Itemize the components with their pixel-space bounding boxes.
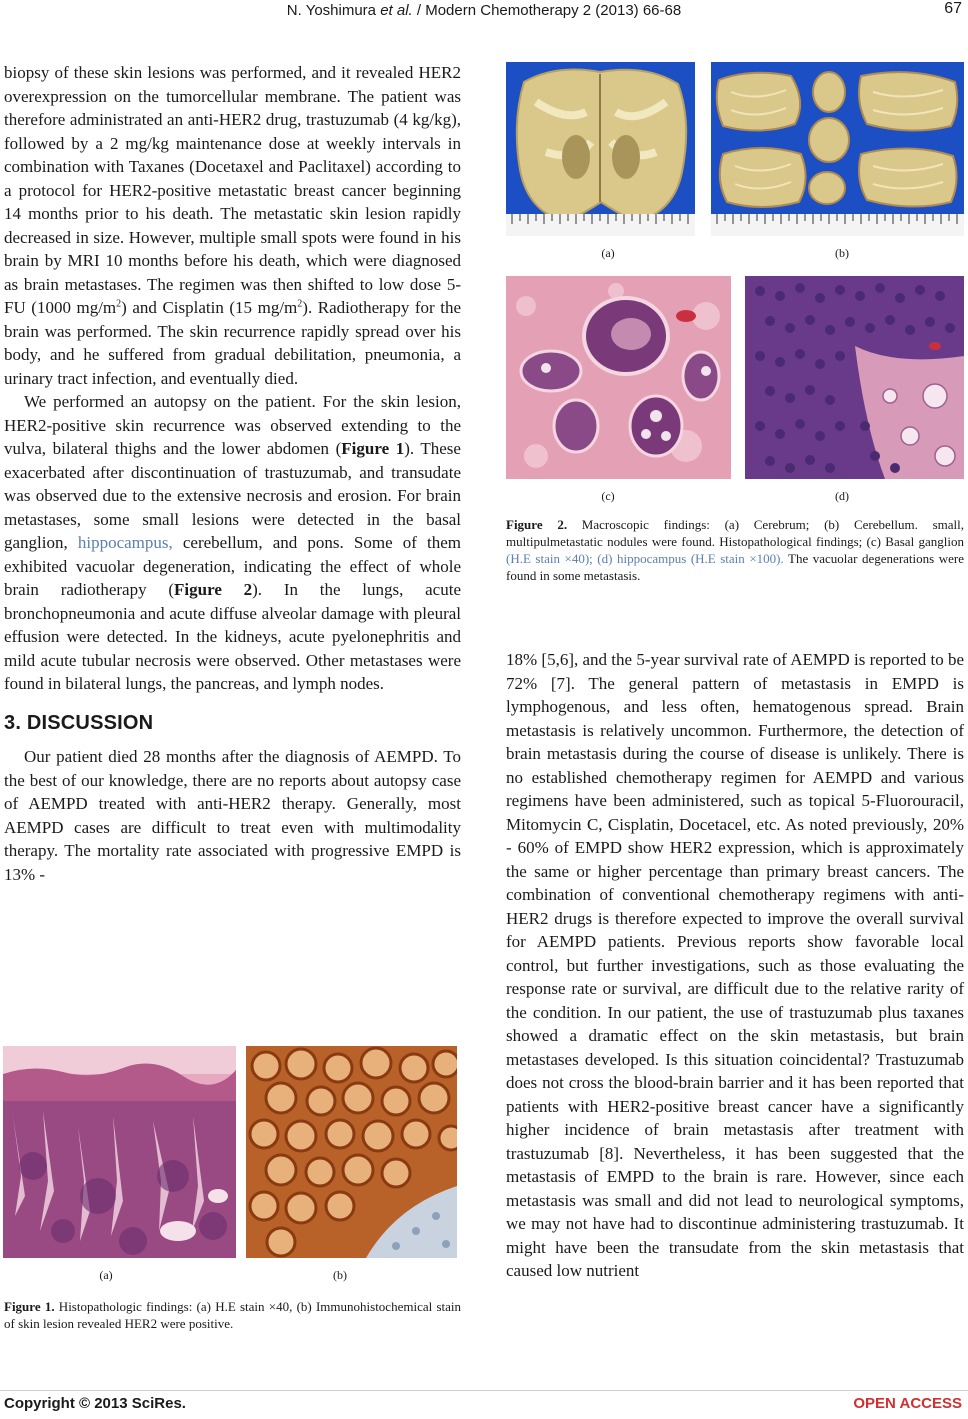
paragraph-discussion: Our patient died 28 months after the diagnosis of AEMPD. To the best of our knowledge, there are no reports about autopsy case of AEMPD treated with anti-HER2 therapy. Generally, most AEMPD cases are difficult to treat even with multimodality therapy. The mortality rate associated with progressive EMPD is 13% -: [4, 747, 461, 884]
paragraph-biopsy: [4, 61, 461, 390]
figure-2a-cerebrum-image: [506, 62, 695, 236]
text-run: ) and Cisplatin (15 mg/m: [121, 298, 298, 317]
text-run: cerebellum, and pons. Some of them exhibited vacuolar degeneration, indicating the effect of whole brain radiotherapy (: [4, 533, 461, 599]
open-access-badge: OPEN ACCESS: [853, 1395, 962, 1412]
text-run: ). In the lungs, acute bronchopneumonia and acute diffuse alveolar damage with pleural effusion were detected. In the kidneys, acute pyelonephritis and mild acute tubular necrosis were observed. Other metastases were found in bilateral lungs, the pancreas, and lymph nodes.: [4, 580, 461, 693]
caption-title: Figure 2.: [506, 517, 568, 532]
figure-2-reference[interactable]: Figure 2: [174, 580, 253, 599]
figure-1b-ihc-stain-image: [246, 1046, 457, 1258]
superscript: 2: [297, 298, 303, 310]
text-run: ). Radiotherapy for the brain was performed. The skin recurrence rapidly spread over his body, and he suffered from gradual debilitation, pneumonia, a urinary tract infection, and eventually died.: [4, 298, 462, 388]
paragraph-discussion-continued: 18% [5,6], and the 5-year survival rate of AEMPD is reported to be 72% [7]. The general pattern of metastasis in EMPD is lymphogenous, and less often, hematogenous spread. Brain metastasis is relatively uncommon. Furthermore, the detection of brain metastasis during the course of disease is unlikely. There is no established chemotherapy regimen for AEMPD and various regimens have been administered, such as topical 5-Fluorouracil, Mitomycin C, Cisplatin, Docetacel, etc. As noted previously, 20% - 60% of EMPD show HER2 expression, which is approximately the same or higher percentage than primary breast cancers. The combination of conventional chemotherapy regimens with anti-HER2 drugs is therefore expected to improve the overall survival for AEMPD patients. Previous reports show favorable local control, but further investigations, such as those evaluating the response rate or survival, are difficult due to the relative rarity of the condition. In our patient, the use of trastuzumab plus taxanes showed a dramatic effect on the skin metastasis, but brain metastases developed. Is this situation coincidental? Trastuzumab does not cross the blood-brain barrier and it has been reported that patients with HER2-positive breast cancer have a significantly higher incidence of brain metastasis after treatment with trastuzumab [8]. Nevertheless, it has been suggested that the metastasis of EMPD to the brain is rare. However, since each metastasis was small and did not lead to neurological symptoms, we may not have had to discontinue administering trastuzumab. It might have been the transudate from the skin metastasis that caused low nutrient: [506, 650, 964, 1280]
caption-title: Figure 1.: [4, 1299, 55, 1314]
left-column: [4, 61, 461, 886]
header-journal: / Modern Chemotherapy 2 (2013) 66-68: [412, 2, 682, 19]
footer-divider: [0, 1390, 968, 1391]
figure-1a-he-stain-image: [3, 1046, 236, 1258]
figure-2a-label: (a): [601, 246, 615, 260]
superscript: 2: [116, 298, 122, 310]
caption-text-highlighted: (H.E stain ×40); (d) hippocampus (H.E stain ×100).: [506, 551, 784, 566]
running-title: [0, 2, 968, 19]
caption-text: The vacuolar degenerations were found in some metastasis.: [506, 551, 964, 583]
text-run-hippocampus: hippocampus,: [77, 533, 173, 552]
text-run: biopsy of these skin lesions was performed, and it revealed HER2 overexpression on the tumorcellular membrane. The patient was therefore administrated an anti-HER2 drug, trastuzumab (4 kg/kg), followed by a 2 mg/kg maintenance dose at weekly intervals in combination with Taxanes (Docetaxel and Paclitaxel) according to a protocol for HER2-positive metastatic breast cancer beginning 14 months prior to his death. The metastatic skin lesion rapidly decreased in size. However, multiple small spots were found in his brain by MRI 10 months before his death, which were diagnosed as brain metastases. The regimen was then shifted to low dose 5-FU (1000 mg/m: [4, 63, 461, 317]
section-heading-discussion: 3. DISCUSSION: [4, 711, 154, 734]
text-run: ). These exacerbated after discontinuation of trastuzumab, and transudate was observed due to the extensive necrosis and erosion. For brain metastases, some small lesions were detected in the basal ganglion,: [4, 439, 461, 552]
figure-1b-label: (b): [333, 1268, 347, 1282]
header-etal: et al.: [380, 2, 413, 19]
figure-2b-cerebellum-image: [711, 62, 964, 236]
text-run: We performed an autopsy on the patient. For the skin lesion, HER2-positive skin recurrence was observed extending to the vulva, bilateral thighs and the lower abdomen (: [4, 392, 461, 458]
header-authors: N. Yoshimura: [286, 2, 377, 19]
page-number: 67: [944, 0, 962, 17]
figure-2-caption: [506, 516, 964, 584]
paragraph-autopsy: [4, 390, 461, 696]
copyright-notice: Copyright © 2013 SciRes.: [4, 1395, 186, 1412]
caption-text: Macroscopic findings: (a) Cerebrum; (b) Cerebellum. small, multipulmetastatic nodules were found. Histopathological findings; (c) Basal ganglion: [506, 517, 964, 549]
figure-2d-label: (d): [835, 489, 849, 503]
figure-2c-basal-ganglion-image: [506, 276, 731, 479]
right-column: [506, 648, 964, 1283]
caption-text: Histopathologic findings: (a) H.E stain ×40, (b) Immunohistochemical stain of skin lesion revealed HER2 were positive.: [4, 1299, 462, 1331]
figure-2d-hippocampus-image: [745, 276, 964, 479]
figure-2b-label: (b): [835, 246, 849, 260]
figure-1a-label: (a): [99, 1268, 113, 1282]
figure-2c-label: (c): [601, 489, 615, 503]
figure-1-caption: [4, 1298, 461, 1332]
page-header: [0, 0, 968, 30]
figure-1-reference[interactable]: Figure 1: [341, 439, 405, 458]
